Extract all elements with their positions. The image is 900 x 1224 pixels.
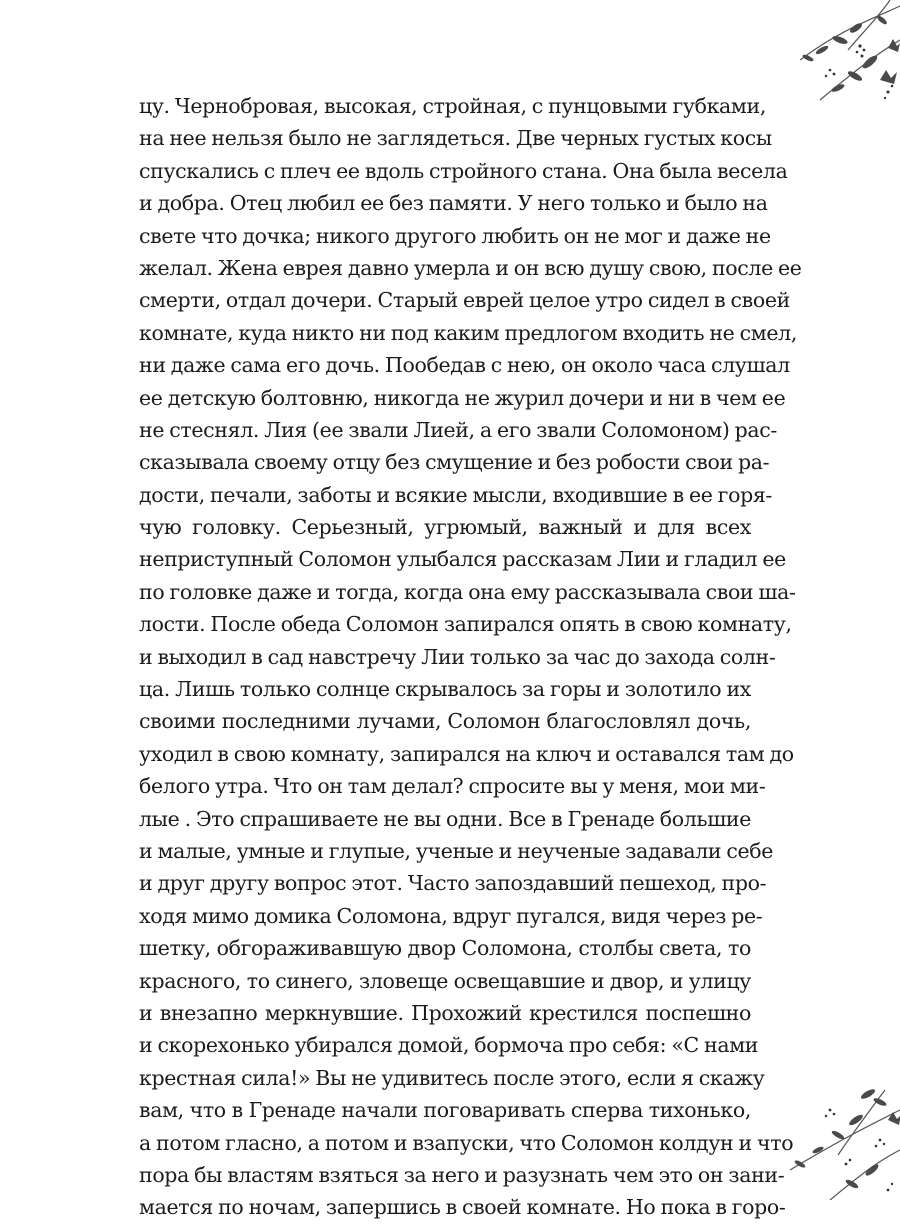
body-text [139,90,802,1224]
text-line: и добра. Отец любил ее без памяти. У него только и было на [139,191,768,216]
text-line: неприступный Соломон улыбался рассказам Лии и гладил ее [139,547,786,572]
text-line: по головке даже и тогда, когда она ему рассказывала свои ша- [139,579,796,604]
floral-ornament-top-icon [760,0,900,110]
text-line: своими последними лучами, Соломон благословлял дочь, [139,709,751,734]
text-line: не стеснял. Лия (ее звали Лией, а его звали Соломоном) рас- [139,417,778,442]
text-line: крестная сила!» Вы не удивитесь после этого, если я скажу [139,1065,765,1090]
text-line: вам, что в Гренаде начали поговаривать сперва тихонько, [139,1098,751,1123]
text-line: чую головку. Серьезный, угрюмый, важный и для всех [139,515,751,540]
text-line: и выходил в сад навстречу Лии только за час до захода солн- [139,644,776,669]
text-line: мается по ночам, запершись в своей комнате. Но пока в горо- [139,1195,786,1220]
text-line: ее детскую болтовню, никогда не журил дочери и ни в чем ее [139,385,786,410]
text-line: и малые, умные и глупые, ученые и неученые задавали себе [139,838,774,863]
text-line: ходя мимо домика Соломона, вдруг пугался, видя через ре- [139,903,763,928]
text-line: смерти, отдал дочери. Старый еврей целое утро сидел в своей [139,288,790,313]
text-line: и внезапно меркнувшие. Прохожий крестился поспешно [139,1000,751,1025]
text-line: шетку, обгораживавшую двор Соломона, столбы света, то [139,936,751,961]
text-line: дости, печали, заботы и всякие мысли, входившие в ее горя- [139,482,772,507]
text-line: ца. Лишь только солнце скрывалось за горы и золотило их [139,677,751,702]
text-line: красного, то синего, зловеще освещавшие и двор, и улицу [139,968,751,993]
text-line: свете что дочка; никого другого любить он не мог и даже не [139,223,771,248]
text-line: а потом гласно, а потом и взапуски, что Соломон колдун и что [139,1130,794,1155]
text-line: лости. После обеда Соломон запирался опять в свою комнату, [139,612,792,637]
text-line: и скорехонько убирался домой, бормоча про себя: «С нами [139,1033,759,1058]
text-line: на нее нельзя было не заглядеться. Две черных густых косы [139,126,772,151]
text-line: комнате, куда никто ни под каким предлогом входить не смел, [139,320,797,345]
text-line: уходил в свою комнату, запирался на ключ и оставался там до [139,741,794,766]
floral-ornament-bottom-icon [760,1080,900,1200]
text-line: и друг другу вопрос этот. Часто запоздавший пешеход, про- [139,871,767,896]
text-line: ни даже сама его дочь. Пообедав с нею, он около часа слушал [139,353,790,378]
text-line: сказывала своему отцу без смущение и без робости свои ра- [139,450,770,475]
text-line: цу. Чернобровая, высокая, стройная, с пунцовыми губками, [139,94,766,118]
text-line: желал. Жена еврея давно умерла и он всю душу свою, после ее [139,255,802,280]
text-line: спускались с плеч ее вдоль стройного стана. Она была весела [139,158,788,183]
text-line: лые . Это спрашиваете не вы одни. Все в Гренаде большие [139,806,751,831]
text-line: пора бы властям взяться за него и разузнать чем это он зани- [139,1162,785,1187]
text-line: белого утра. Что он там делал? спросите вы у меня, мои ми- [139,774,766,799]
